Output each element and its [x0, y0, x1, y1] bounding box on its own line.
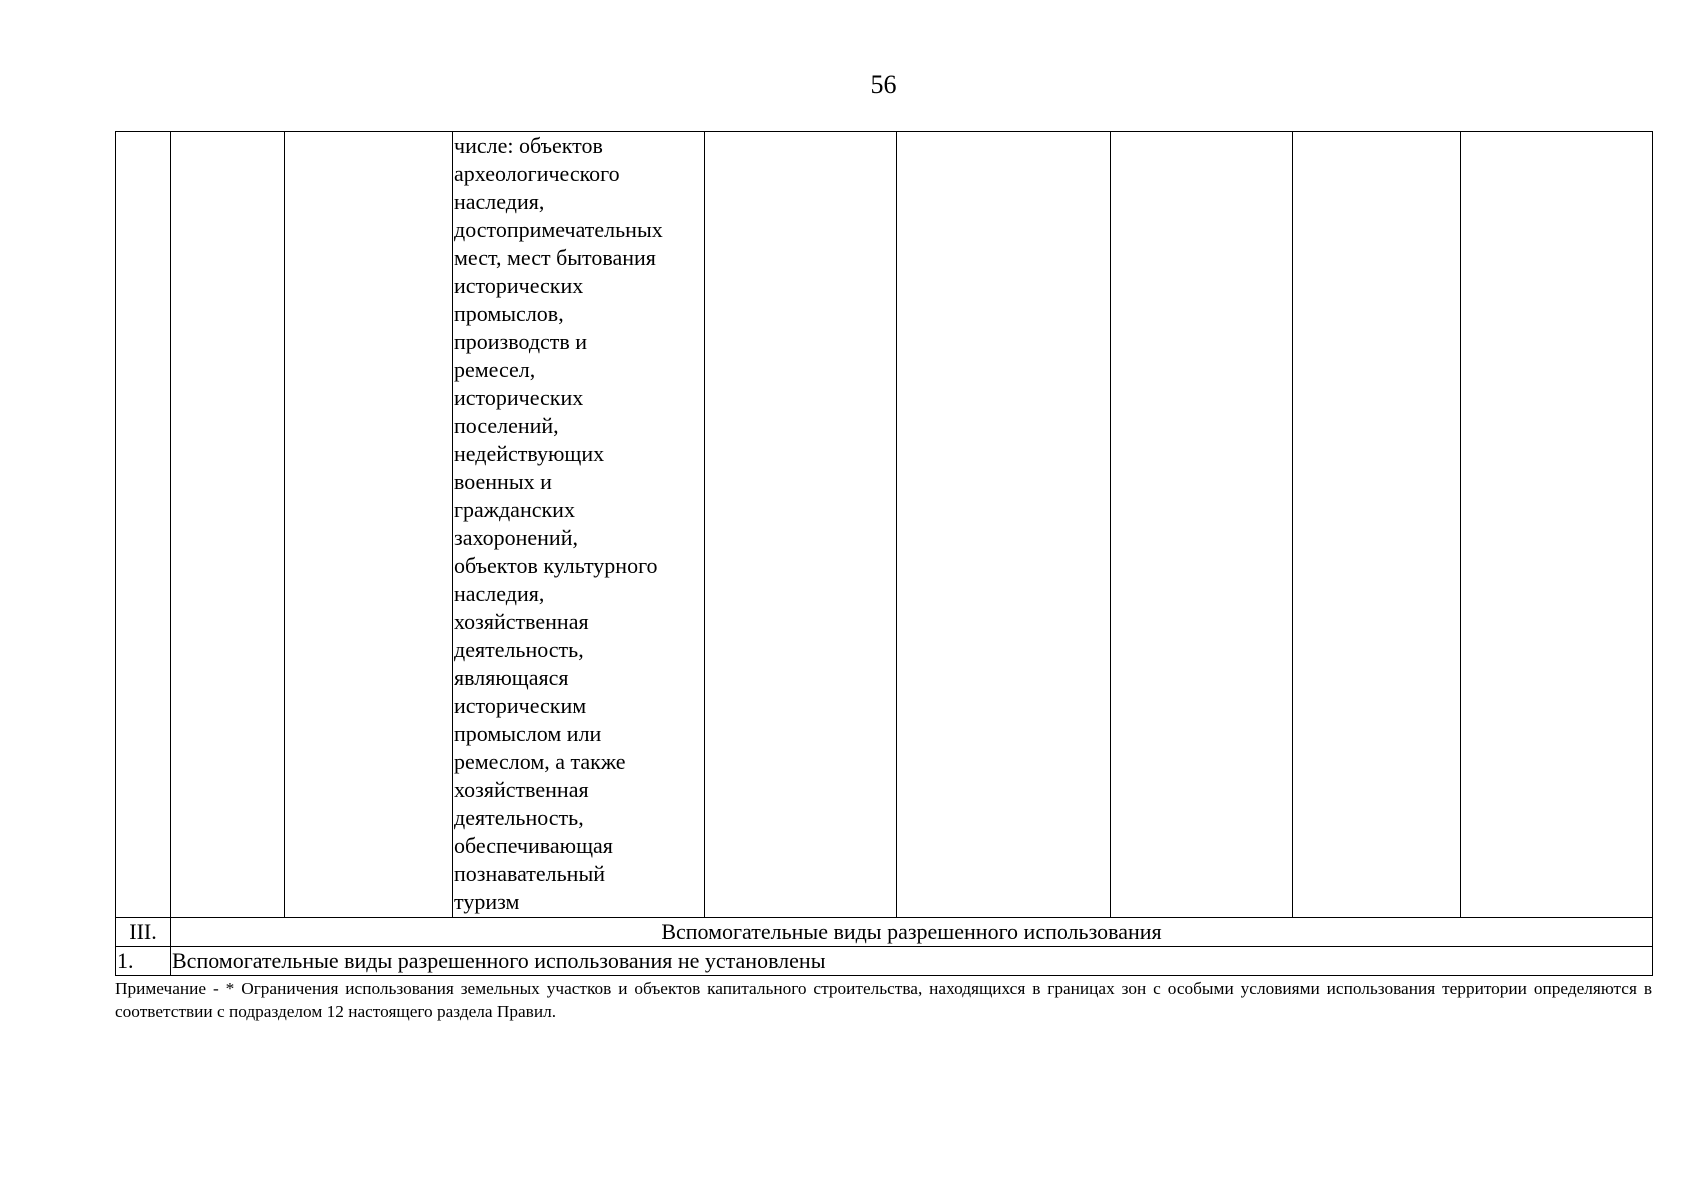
table-note: Примечание - * Ограничения использования земельных участков и объектов капитального строительства, находящихся в границах зон с особыми условиями использования территории определяются в соответствии с подразделом 12 настоящего раздела Правил. — [115, 979, 1652, 1021]
item-number: 1. — [116, 947, 171, 976]
cell-empty-8 — [1293, 132, 1461, 918]
page-number: 56 — [870, 70, 897, 99]
continued-row — [116, 132, 1653, 918]
cell-empty-5 — [705, 132, 897, 918]
item-row — [116, 947, 1653, 976]
section-header-row — [116, 918, 1653, 947]
cell-empty-7 — [1111, 132, 1293, 918]
item-text: Вспомогательные виды разрешенного использования не установлены — [171, 947, 1653, 976]
section-number: III. — [116, 918, 171, 947]
section-title: Вспомогательные виды разрешенного использования — [171, 918, 1653, 947]
cell-empty-6 — [897, 132, 1111, 918]
cell-use-name — [285, 132, 453, 918]
cell-empty-9 — [1461, 132, 1653, 918]
cell-number — [116, 132, 171, 918]
use-description-cell: числе: объектов археологического наследия, достопримечательных мест, мест бытования исторических промыслов, производств и ремесел, исторических поселений, недействующих военных и гражданских захоронений, объектов культурного наследия, хозяйственная деятельность, являющаяся историческим промыслом или ремеслом, а также хозяйственная деятельность, обеспечивающая познавательный туризм — [453, 132, 705, 918]
land-use-table — [115, 131, 1653, 976]
cell-code — [171, 132, 285, 918]
